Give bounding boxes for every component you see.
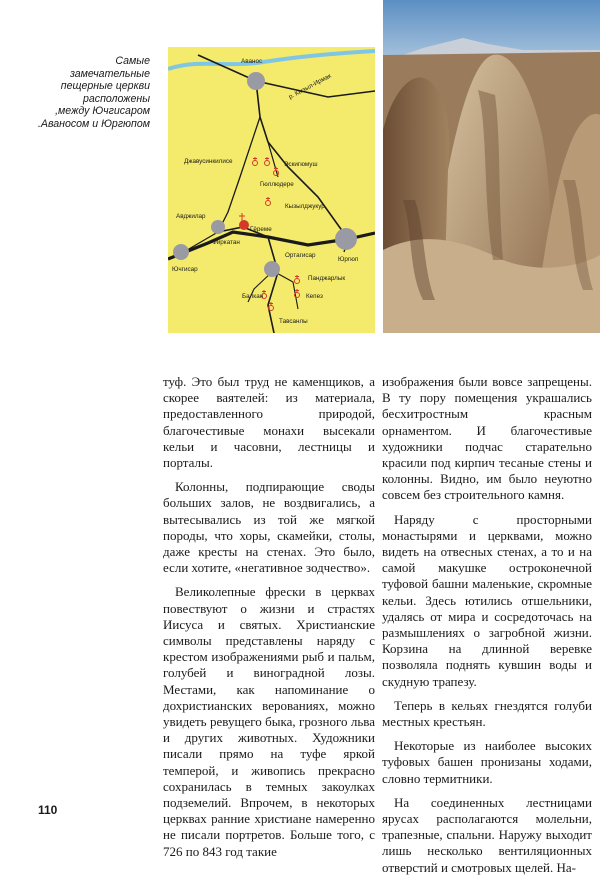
photo-drawing	[383, 0, 600, 333]
town-ortagisar-marker	[264, 261, 280, 277]
label-eskigyumush: Эскигюмуш	[284, 161, 318, 168]
page-number: 110	[38, 803, 58, 817]
paragraph: Наряду с просторными монастырями и церквами, можно видеть на отвесных стенах, а то и на самой макушке остроконечной туфовой башни маленькие, скромные кельи. Здесь ютились отшельники, удалясь от мира и сосредоточась на размышлениях о загробной жизни. Корзина на длинной веревке позволяла поднять кувшин воды и скудную трапезу.	[382, 511, 592, 689]
town-gereme-marker	[239, 220, 249, 230]
label-kepez: Кепез	[306, 293, 323, 300]
text-column-right	[382, 374, 592, 884]
label-gyullyudere: Гюллюдере	[260, 181, 294, 188]
text-column-left	[163, 374, 375, 868]
label-avdzhilar: Авджилар	[176, 213, 206, 220]
paragraph: На соединенных лестницами ярусах располагаются молельни, трапезные, спальни. Наружу выходит лишь несколько вентиляционных отверстий и смотровых щелей. На-	[382, 794, 592, 875]
paragraph: изображения были вовсе запрещены. В ту пору помещения украшались бесхитростным красным орнаментом. И благочестивые художники подчас старательно красили под кирпич тесаные стены и колонны. Видно, им было неуютно совсем без строительного камня.	[382, 374, 592, 503]
roads	[168, 55, 375, 333]
paragraph: туф. Это был труд не каменщиков, а скорее ваятелей: из материала, предоставленного природой, благочестивые монахи высекали кельи и часовни, лестницы и порталы.	[163, 374, 375, 471]
town-avanos-marker	[247, 72, 265, 90]
label-river: р. Кызыл-Ирмак	[287, 72, 333, 101]
caption-line: Аваносом и Юргюпом.	[37, 117, 150, 130]
river-line	[168, 51, 375, 69]
cappadocia-map	[168, 47, 375, 333]
label-yurgyup: Юргюп	[338, 256, 359, 263]
map-caption	[37, 55, 150, 130]
label-tavsanly: Тавсанлы	[279, 318, 308, 325]
church-icon	[295, 275, 300, 284]
church-icon	[295, 289, 300, 298]
map-drawing	[168, 47, 375, 333]
caption-line: расположены	[82, 92, 150, 105]
caption-line: пещерные церкви	[60, 80, 150, 92]
paragraph: Некоторые из наиболее высоких туфовых башен пронизаны ходами, словно термитники.	[382, 738, 592, 786]
label-avanos: Аванос	[241, 58, 263, 65]
road	[218, 117, 260, 232]
caption-line: Самые	[115, 55, 150, 67]
paragraph: Великолепные фрески в церквах повествуют о жизни и страстях Иисуса и святых. Христианские символы представлены наряду с крестом изображениями рыб и пальм, голубей и виноградной лозы. Местами, как напоминание о дохристианских верованиях, можно увидеть ревущего быка, грозного льва и других животных. Художники писали прямо на туфе яркой темперой, и живопись прекрасно сохранилась в темных закоулках подземелий. Впрочем, в некоторых церквах ранние христиане намеренно не писали портретов. Больше того, с 726 по 843 год такие	[163, 584, 375, 859]
church-icon	[239, 213, 245, 221]
label-pandzharlyk: Панджарлык	[308, 275, 346, 282]
label-dzhavusin: Джавусинкилисе	[184, 158, 233, 165]
church-icon	[253, 157, 258, 166]
church-icon	[269, 302, 274, 311]
church-icon	[266, 197, 271, 206]
paragraph: Теперь в кельях гнездятся голуби местных крестьян.	[382, 697, 592, 730]
label-gereme: Гёреме	[250, 226, 272, 233]
label-ortagisar: Ортагисар	[285, 252, 316, 259]
label-firkatan: Фиркатан	[212, 239, 240, 246]
town-yurgyup-marker	[335, 228, 357, 250]
road	[198, 55, 375, 97]
town-uchgisar-marker	[173, 244, 189, 260]
caption-line: замечательные	[69, 67, 150, 80]
town-avdzhilar-marker	[211, 220, 225, 234]
label-kyzyldzhukur: Кызылджукур	[285, 203, 325, 210]
paragraph: Колонны, подпирающие своды больших залов, не воздвигались, а вытесывались из той же мягкой породы, что хоры, скамейки, столы, даже кресты на стенах. Это было, если хотите, «негативное зодчество».	[163, 479, 375, 576]
label-uchgisar: Ючгисар	[172, 266, 198, 273]
landscape-photo	[383, 0, 600, 333]
caption-line: между Ючгисаром,	[55, 105, 150, 117]
church-icon	[265, 157, 270, 166]
label-balkan: Балкан	[242, 293, 264, 300]
